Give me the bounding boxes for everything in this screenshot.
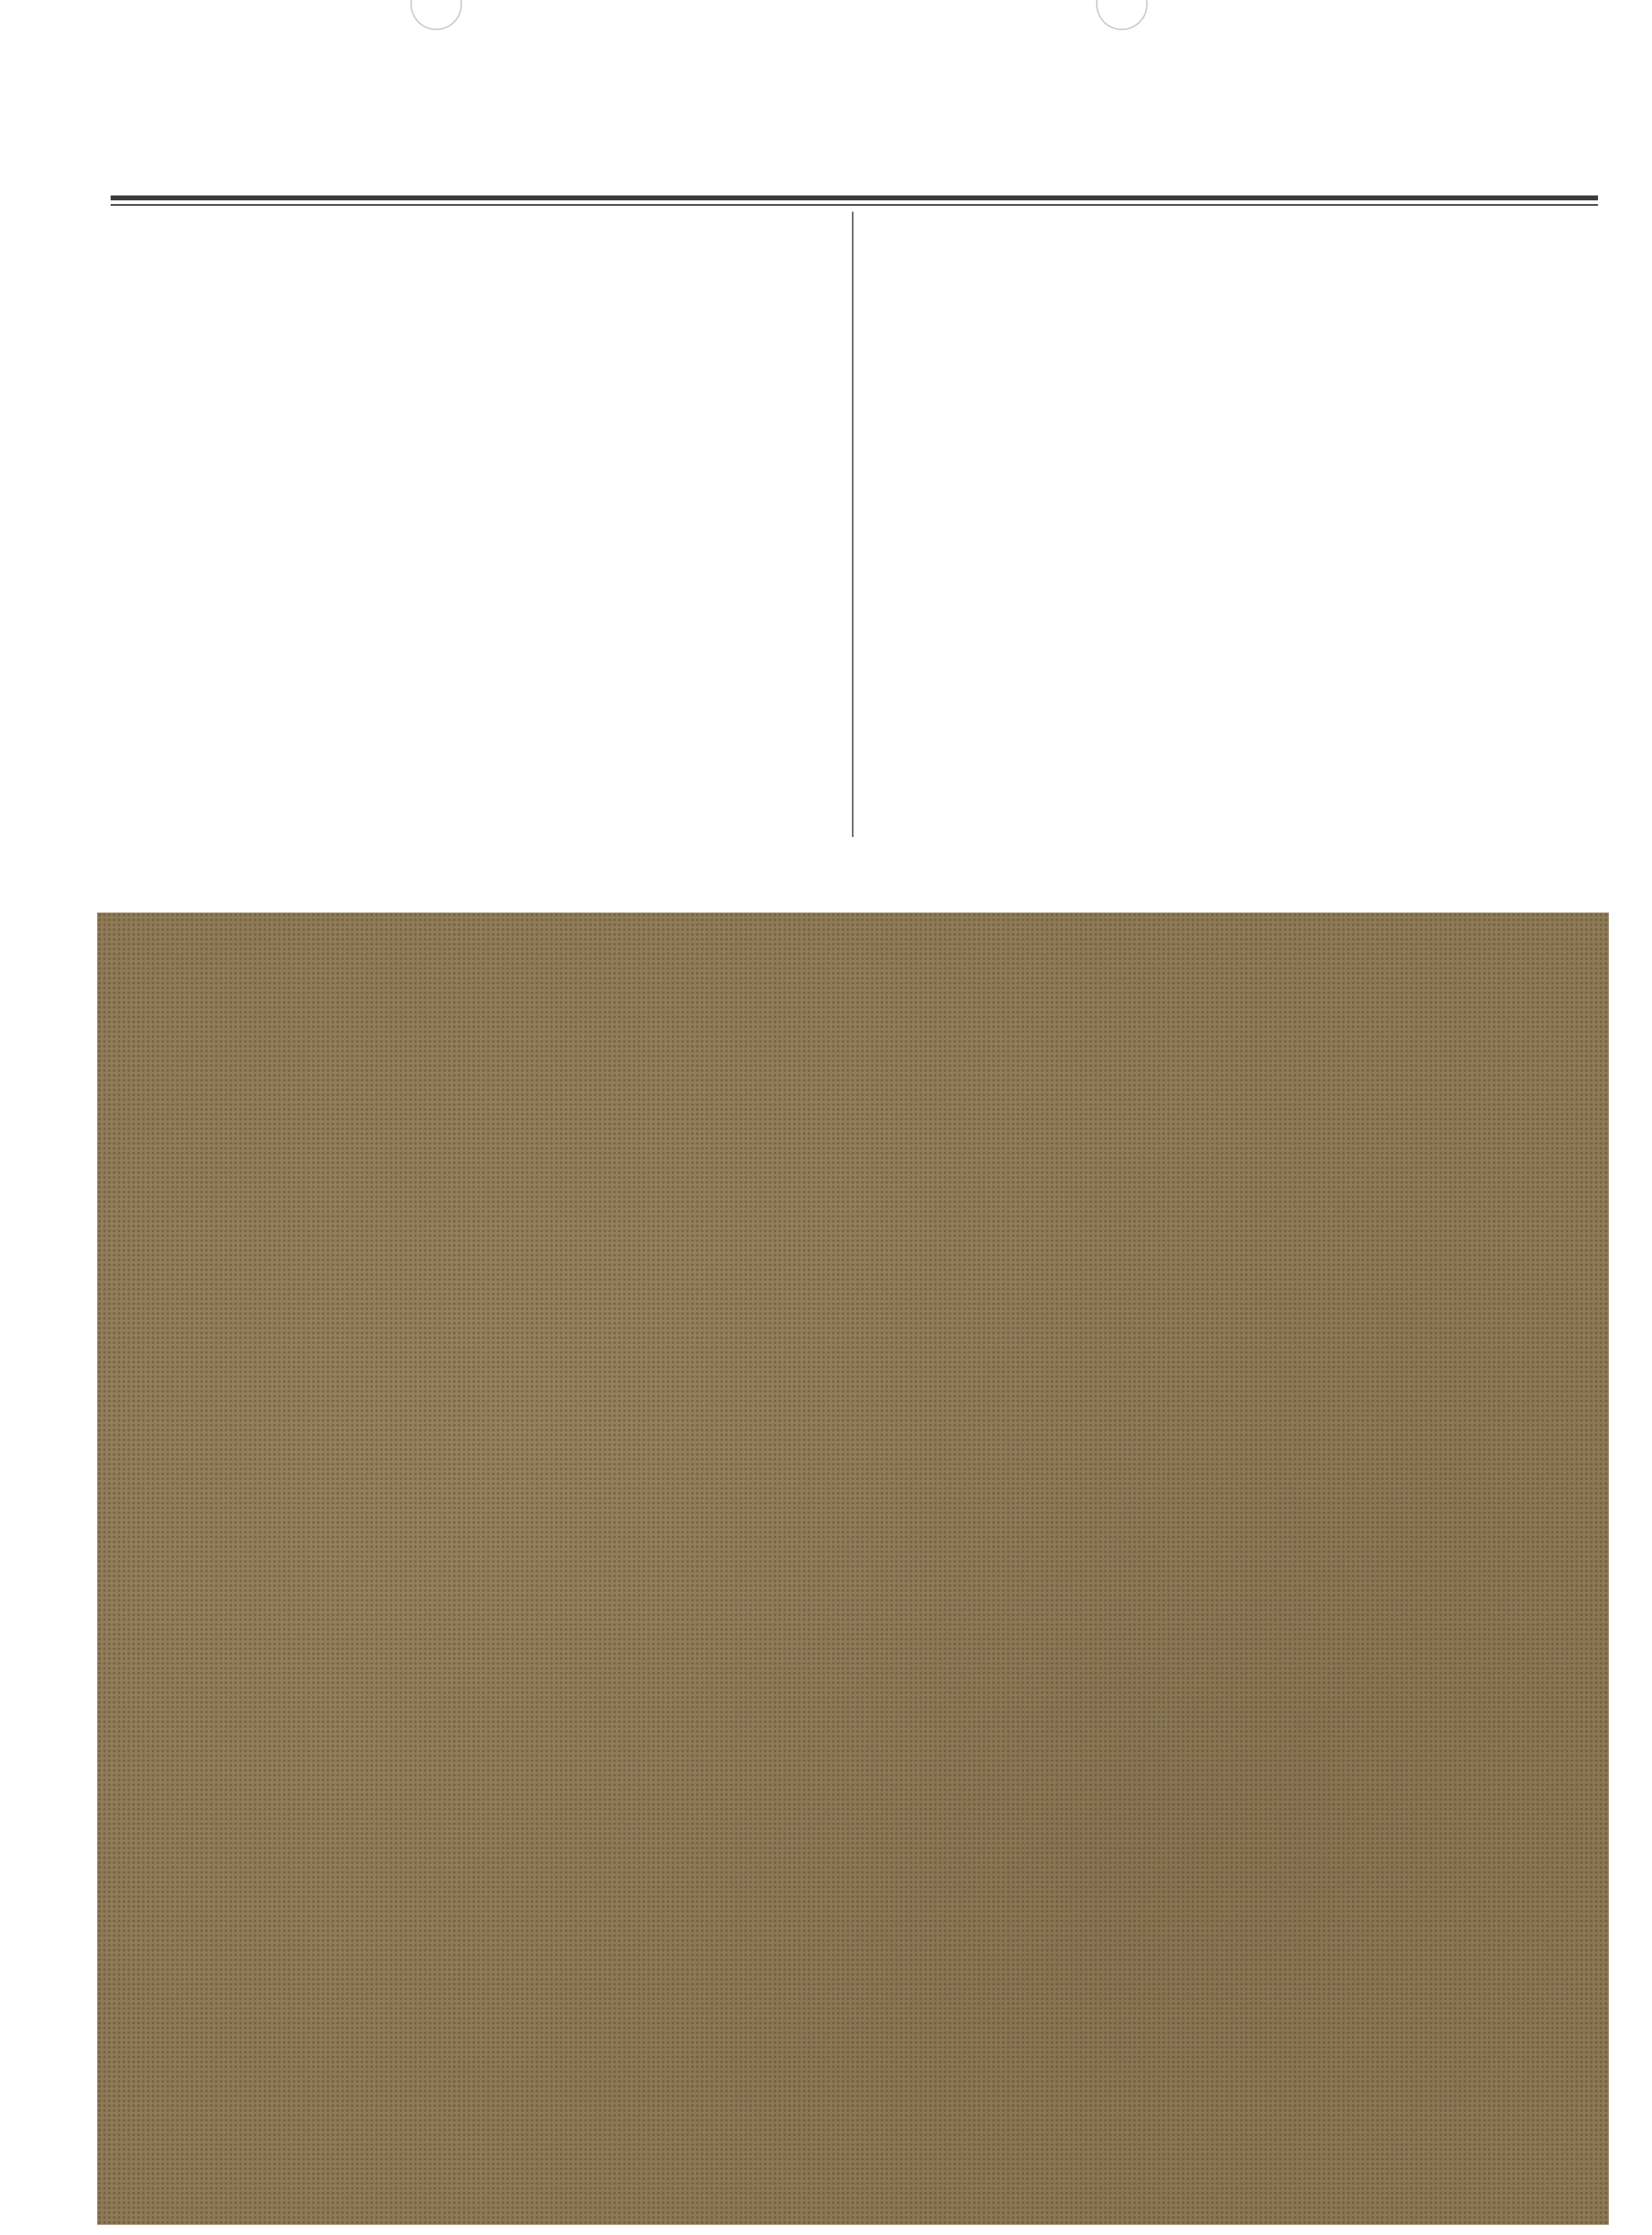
binder-hole-left: [410, 0, 462, 30]
column-divider: [852, 212, 854, 837]
pinked-edge: [97, 913, 1609, 2225]
header-rule-thin: [111, 204, 1598, 206]
binder-hole-right: [1096, 0, 1148, 30]
header-rule-thick: [111, 195, 1598, 200]
fabric-swatch: [97, 913, 1609, 2225]
